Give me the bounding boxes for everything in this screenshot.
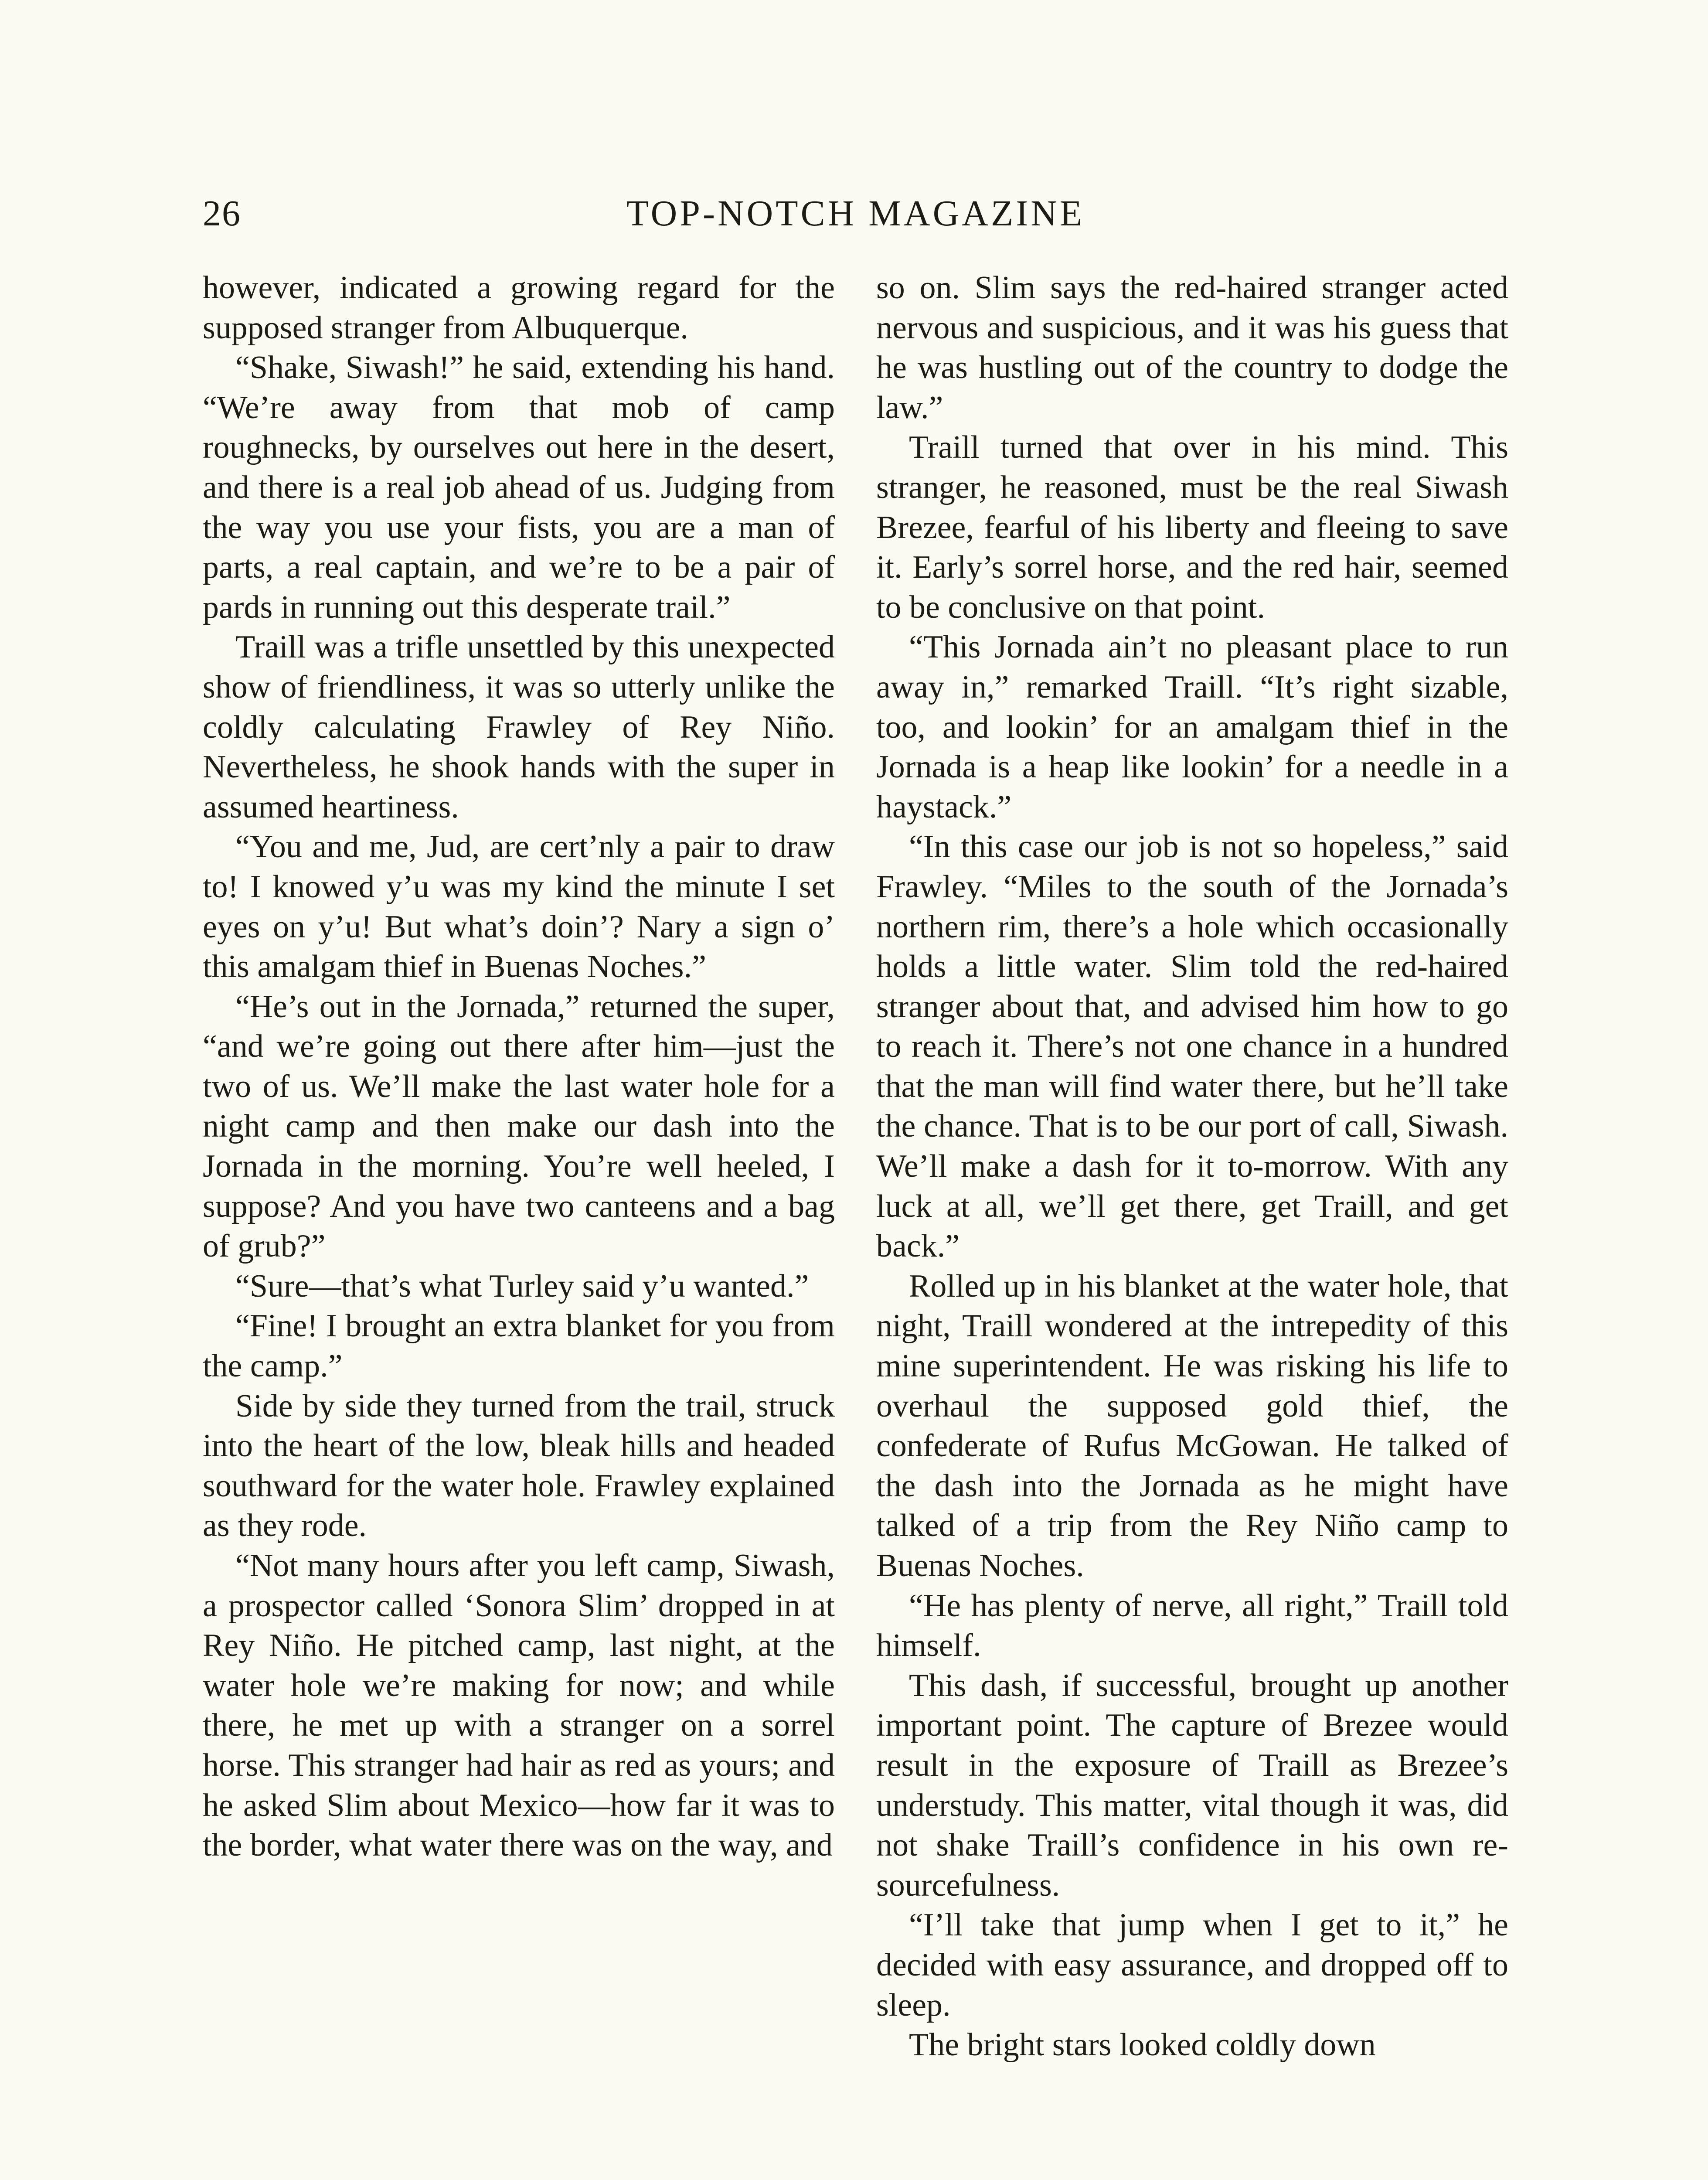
paragraph: The bright stars looked coldly down: [909, 2027, 1376, 2063]
paragraph: Side by side they turned from the trail, struck into the heart of the low, bleak hills and headed southward for the water hole. Frawley explained as they rode.: [203, 1388, 835, 1544]
running-title: TOP-NOTCH MAGAZINE: [626, 193, 1085, 234]
paragraph: so on. Slim says the red-haired stranger acted nervous and suspicious, and it was his guess that he was hustling out of the country to dodge the law.”: [876, 270, 1508, 426]
paragraph: however, indicated a growing regard for the supposed stranger from Albuquerque.: [203, 270, 835, 346]
paragraph: “Shake, Siwash!” he said, extending his hand. “We’re away from that mob of camp roughnecks, by ourselves out here in the desert, and there is a real job ahead of us. Judging from the way you use your fists, you are a man of parts, a real captain, and we’re to be a pair of pards in running out this desperate trail.”: [203, 350, 835, 625]
page-header: [203, 187, 1508, 240]
paragraph: “Fine! I brought an extra blanket for you from the camp.”: [203, 1308, 835, 1384]
right-column: [876, 268, 1508, 2065]
paragraph: Traill turned that over in his mind. This stranger, he reasoned, must be the real Siwash Brezee, fearful of his liberty and fleeing to save it. Early’s sorrel horse, and the red hair, seemed to be conclusive on that point.: [876, 429, 1508, 625]
paragraph: “Sure—that’s what Turley said y’u wanted.”: [235, 1268, 809, 1304]
paragraph: This dash, if successful, brought up another important point. The capture of Brezee would result in the exposure of Traill as Brezee’s understudy. This matter, vital though it was, did not shake Traill’s confidence in his own resourcefulness.: [876, 1667, 1508, 1903]
left-column: [203, 268, 835, 1866]
paragraph: “You and me, Jud, are cert’nly a pair to draw to! I knowed y’u was my kind the minute I set eyes on y’u! But what’s doin’? Nary a sign o’ this amalgam thief in Buenas Noches.”: [203, 829, 835, 985]
paragraph: “He’s out in the Jornada,” returned the super, “and we’re going out there after him—just the two of us. We’ll make the last water hole for a night camp and then make our dash into the Jornada in the morning. You’re well heeled, I suppose? And you have two canteens and a bag of grub?”: [203, 988, 835, 1264]
paragraph: “In this case our job is not so hopeless,” said Frawley. “Miles to the south of the Jornada’s northern rim, there’s a hole which occasionally holds a little water. Slim told the red-haired stranger about that, and advised him how to go to reach it. There’s not one chance in a hundred that the man will find water there, but he’ll take the chance. That is to be our port of call, Siwash. We’ll make a dash for it to-morrow. With any luck at all, we’ll get there, get Traill, and get back.”: [876, 829, 1508, 1264]
paragraph: “This Jornada ain’t no pleasant place to run away in,” remarked Traill. “It’s right sizable, too, and lookin’ for an amalgam thief in the Jornada is a heap like lookin’ for a needle in a haystack.”: [876, 629, 1508, 825]
paragraph: “I’ll take that jump when I get to it,” he decided with easy assurance, and dropped off to sleep.: [876, 1907, 1508, 2023]
paragraph: “He has plenty of nerve, all right,” Traill told himself.: [876, 1587, 1508, 1664]
paragraph: Rolled up in his blanket at the water hole, that night, Traill wondered at the intrepedity of this mine superintendent. He was risking his life to overhaul the supposed gold thief, the confederate of Rufus McGowan. He talked of the dash into the Jornada as he might have talked of a trip from the Rey Niño camp to Buenas Noches.: [876, 1268, 1508, 1584]
paragraph: Traill was a trifle unsettled by this unexpected show of friendliness, it was so utterly unlike the coldly calculating Frawley of Rey Niño. Nevertheless, he shook hands with the super in assumed heartiness.: [203, 629, 835, 825]
paragraph: “Not many hours after you left camp, Siwash, a prospector called ‘Sonora Slim’ dropped in at Rey Niño. He pitched camp, last night, at the water hole we’re making for now; and while there, he met up with a stranger on a sorrel horse. This stranger had hair as red as yours; and he asked Slim about Mexico—how far it was to the border, what water there was on the way, and: [203, 1548, 835, 1863]
page-number: 26: [203, 193, 241, 234]
